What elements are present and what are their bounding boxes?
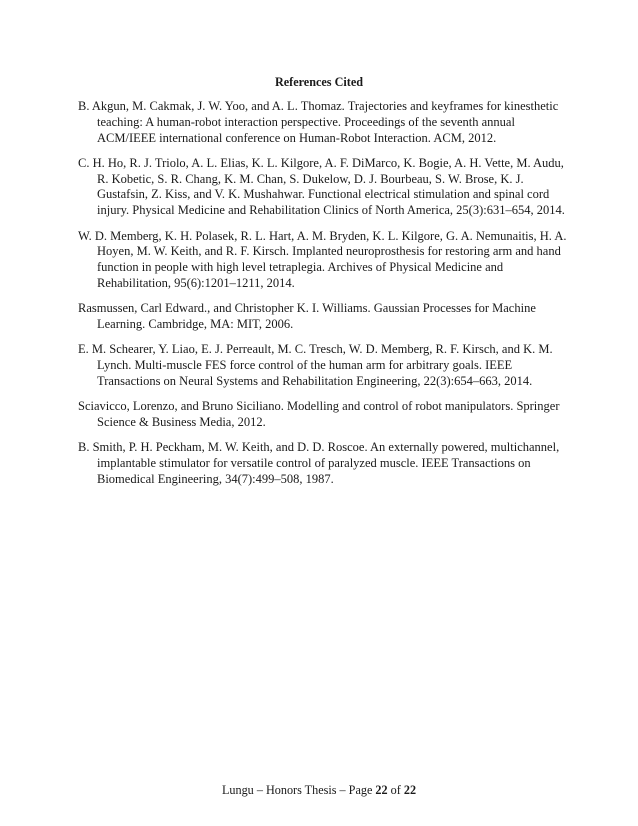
references-list xyxy=(78,99,570,497)
reference-entry: Sciavicco, Lorenzo, and Bruno Siciliano. Modelling and control of robot manipulators. Springer Science & Business Media, 2012. xyxy=(78,399,560,430)
reference-entry: Rasmussen, Carl Edward., and Christopher K. I. Williams. Gaussian Processes for Machine Learning. Cambridge, MA: MIT, 2006. xyxy=(78,301,536,332)
footer-of: of xyxy=(387,783,404,797)
footer-page-number: 22 xyxy=(375,783,388,797)
reference-entry: B. Smith, P. H. Peckham, M. W. Keith, and D. D. Roscoe. An externally powered, multichannel, implantable stimulator for versatile control of paralyzed muscle. IEEE Transactions on Biomedical Engineering, 34(7):499–508, 1987. xyxy=(78,440,560,486)
page-footer xyxy=(0,783,638,798)
reference-entry: B. Akgun, M. Cakmak, J. W. Yoo, and A. L. Thomaz. Trajectories and keyframes for kinesthetic teaching: A human-robot interaction perspective. Proceedings of the seventh annual ACM/IEEE international conference on Human-Robot Interaction. ACM, 2012. xyxy=(78,99,559,145)
references-heading: References Cited xyxy=(274,75,364,89)
footer-prefix: Lungu – Honors Thesis – Page xyxy=(221,783,376,797)
footer-page-total: 22 xyxy=(403,783,417,797)
reference-entry: W. D. Memberg, K. H. Polasek, R. L. Hart, A. M. Bryden, K. L. Kilgore, G. A. Nemunaitis, H. A. Hoyen, M. W. Keith, and R. F. Kirsch. Implanted neuroprosthesis for restoring arm and hand function in people with high level tetraplegia. Archives of Physical Medicine and Rehabilitation, 95(6):1201–1211, 2014. xyxy=(78,228,567,290)
reference-entry: E. M. Schearer, Y. Liao, E. J. Perreault, M. C. Tresch, W. D. Memberg, R. F. Kirsch, and K. M. Lynch. Multi-muscle FES force control of the human arm for arbitrary goals. IEEE Transactions on Neural Systems and Rehabilitation Engineering, 22(3):654–663, 2014. xyxy=(78,342,553,388)
reference-entry: C. H. Ho, R. J. Triolo, A. L. Elias, K. L. Kilgore, A. F. DiMarco, K. Bogie, A. H. Vette, M. Audu, R. Kobetic, S. R. Chang, K. M. Chan, S. Dukelow, D. J. Bourbeau, S. W. Brose, K. J. Gustafsin, Z. Kiss, and V. K. Mushahwar. Functional electrical stimulation and spinal cord injury. Physical Medicine and Rehabilitation Clinics of North America, 25(3):631–654, 2014. xyxy=(78,155,565,218)
